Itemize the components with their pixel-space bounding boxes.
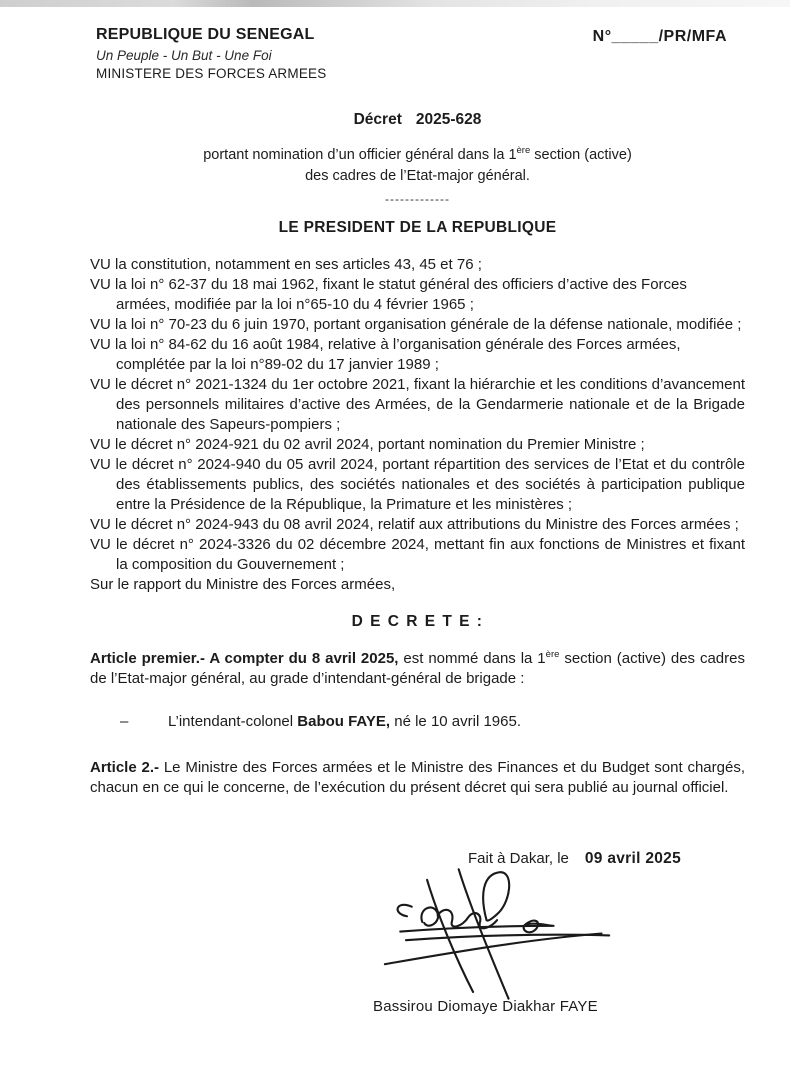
signature-block	[90, 849, 745, 1039]
list-dash: –	[120, 713, 129, 730]
ministry-name: MINISTERE DES FORCES ARMEES	[96, 66, 327, 81]
visa-item: VU la loi n° 84-62 du 16 août 1984, relative à l’organisation générale des Forces armées, complétée par la loi n°89-02 du 17 janvier 1989 ;	[90, 336, 681, 373]
letterhead-row	[90, 25, 745, 83]
ordinal-superscript: ère	[545, 649, 560, 660]
visa-item: VU la constitution, notamment en ses articles 43, 45 et 76 ;	[90, 256, 482, 273]
article-1-lead: Article premier.- A compter du 8 avril 2025,	[90, 650, 399, 667]
letterhead	[90, 25, 326, 83]
decree-title-label: Décret	[353, 111, 402, 128]
authority-heading: LE PRESIDENT DE LA REPUBLIQUE	[278, 219, 557, 236]
nominee-name: Babou FAYE,	[297, 713, 391, 730]
dashed-separator: -------------	[385, 192, 450, 206]
visa-item: VU le décret n° 2024-940 du 05 avril 2024, portant répartition des services de l’Etat et du contrôle des établissements publics, des sociétés nationales et des sociétés à participation publique entre la Présidence de la République, la Primature et les ministères ;	[90, 456, 745, 513]
decree-subtitle-line2: des cadres de l’Etat-major général.	[305, 168, 530, 184]
visa-item: VU le décret n° 2021-1324 du 1er octobre 2021, fixant la hiérarchie et les conditions d’avancement des personnels militaires d’active des Armées, de la Gendarmerie nationale et de la Brigade nationale des Sapeurs-pompiers ;	[90, 376, 745, 433]
signer-name: Bassirou Diomaye Diakhar FAYE	[373, 998, 598, 1015]
ordinal-superscript: ère	[516, 145, 531, 157]
visa-item: VU le décret n° 2024-943 du 08 avril 2024, relatif aux attributions du Ministre des Forces armées ;	[90, 516, 739, 533]
article-1-paragraph: Article premier.- A compter du 8 avril 2025, est nommé dans la 1ère section (active) des cadres de l’Etat-major général, au grade d’intendant-général de brigade :	[90, 649, 745, 687]
visa-item: VU la loi n° 70-23 du 6 juin 1970, portant organisation générale de la défense nationale, modifiée ;	[90, 316, 742, 333]
visa-item: VU la loi n° 62-37 du 18 mai 1962, fixant le statut général des officiers d’active des Forces armées, modifiée par la loi n°65-10 du 4 février 1965 ;	[90, 276, 687, 313]
visa-item: VU le décret n° 2024-3326 du 02 décembre 2024, mettant fin aux fonctions de Ministres et fixant la composition du Gouvernement ;	[90, 536, 745, 573]
article-2-paragraph: Article 2.- Le Ministre des Forces armées et le Ministre des Finances et du Budget sont chargés, chacun en ce qui le concerne, de l’exécution du présent décret qui sera publié au journal officiel.	[90, 759, 745, 796]
nominee-line	[90, 712, 745, 732]
nominee-text: L’intendant-colonel Babou FAYE, né le 10 avril 1965.	[168, 713, 521, 730]
decree-reference-number: N°_____/PR/MFA	[592, 28, 727, 45]
national-motto: Un Peuple - Un But - Une Foi	[96, 48, 272, 63]
signature-date: 09 avril 2025	[584, 850, 682, 867]
article-2-lead: Article 2.-	[90, 759, 160, 776]
decree-subtitle	[90, 145, 745, 187]
decree-title-number: 2025-628	[415, 111, 482, 128]
decrete-heading: D E C R E T E :	[351, 613, 484, 630]
visa-list	[90, 255, 745, 595]
republic-title: REPUBLIQUE DU SENEGAL	[96, 26, 315, 43]
place-label: Fait à Dakar, le	[468, 850, 569, 867]
decree-title	[90, 110, 745, 130]
visa-item: VU le décret n° 2024-921 du 02 avril 2024, portant nomination du Premier Ministre ;	[90, 436, 645, 453]
signature-scribble	[383, 866, 613, 1001]
decree-subtitle-line1: portant nomination d’un officier général dans la 1ère section (active)	[203, 145, 632, 163]
report-line: Sur le rapport du Ministre des Forces armées,	[90, 576, 396, 593]
